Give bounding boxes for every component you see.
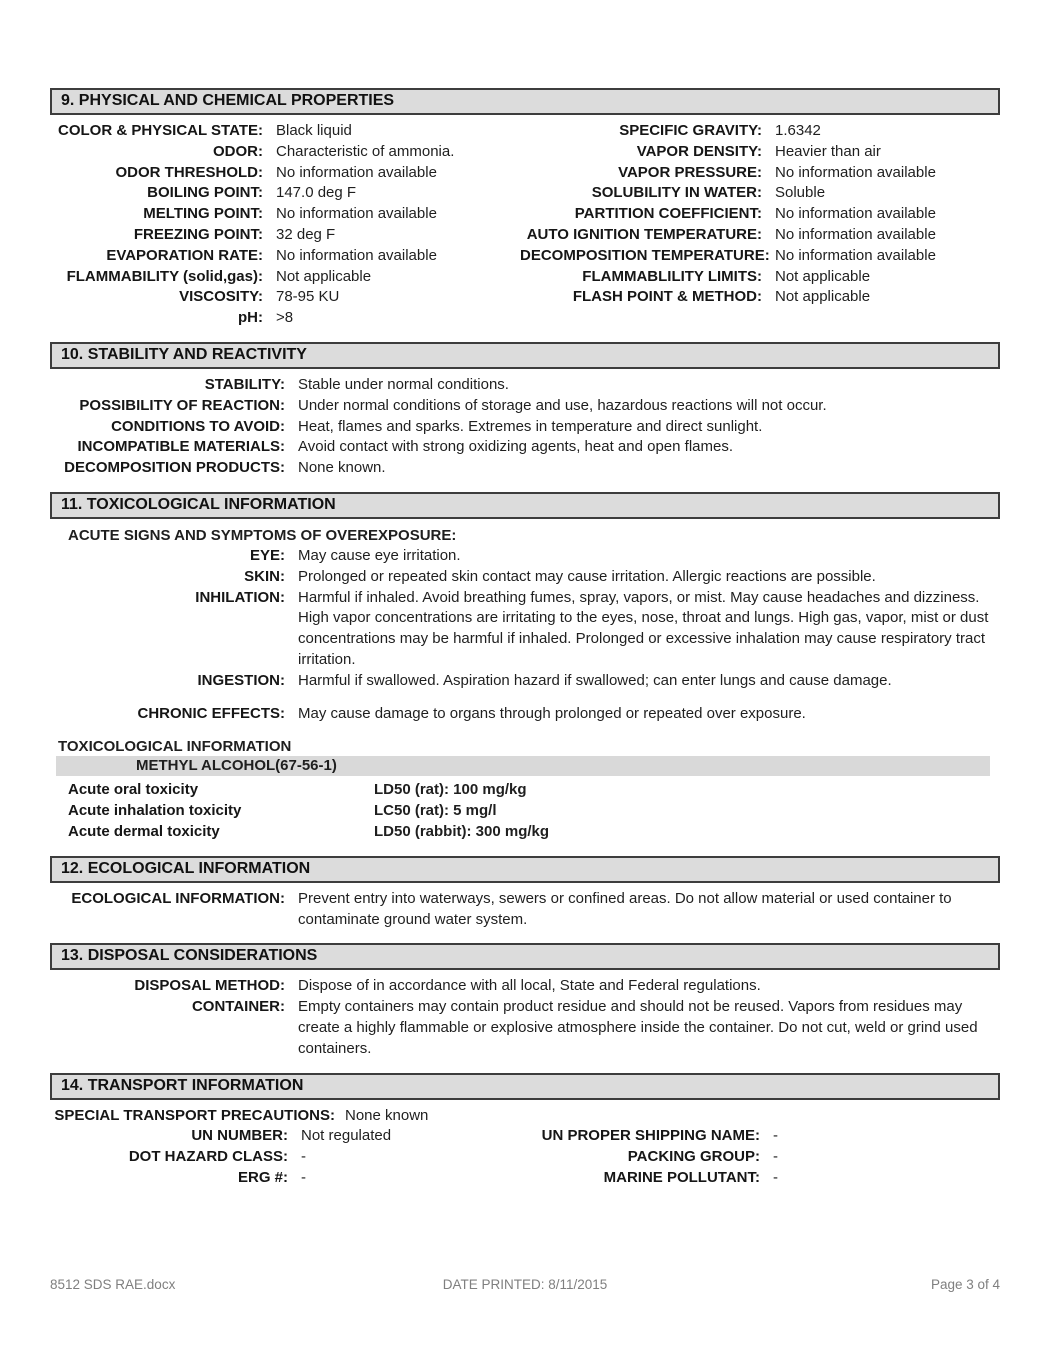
property-label: INCOMPATIBLE MATERIALS:	[77, 438, 285, 456]
property-value: Heavier than air	[775, 142, 881, 160]
property-row	[50, 997, 1000, 1059]
section-physical-chemical-properties	[50, 88, 1000, 329]
section-10-header: 10. STABILITY AND REACTIVITY	[50, 342, 1000, 369]
section-stability-reactivity	[50, 342, 1000, 479]
property-value: -	[301, 1168, 306, 1186]
property-row	[520, 204, 1000, 225]
section-9-right-column	[520, 121, 1000, 329]
property-label: SPECIAL TRANSPORT PRECAUTIONS:	[54, 1106, 335, 1124]
property-label: SPECIFIC GRAVITY:	[619, 122, 762, 139]
property-label: DISPOSAL METHOD:	[134, 977, 285, 995]
toxicity-test-label: Acute inhalation toxicity	[68, 802, 242, 820]
property-value: No information available	[775, 246, 936, 264]
property-label: MELTING POINT:	[143, 205, 263, 223]
property-row	[50, 1126, 520, 1147]
property-row	[50, 588, 1000, 671]
property-label: VISCOSITY:	[179, 288, 263, 306]
property-label: DECOMPOSITION PRODUCTS:	[64, 459, 285, 477]
property-value: Characteristic of ammonia.	[276, 142, 455, 160]
property-label: INHILATION:	[195, 588, 285, 606]
property-value: No information available	[276, 205, 437, 223]
property-row	[50, 567, 1000, 588]
page-footer	[50, 1277, 1000, 1292]
property-row	[50, 1106, 1000, 1127]
section-13-header: 13. DISPOSAL CONSIDERATIONS	[50, 943, 1000, 970]
property-label: COLOR & PHYSICAL STATE:	[57, 122, 263, 139]
property-value: 78-95 KU	[276, 288, 340, 306]
property-value: 1.6342	[775, 122, 821, 139]
section-10-body	[50, 375, 1000, 479]
property-value: Under normal conditions of storage and use, hazardous reactions will not occur.	[298, 396, 827, 414]
section-transport-information	[50, 1073, 1000, 1189]
property-value: May cause eye irritation.	[298, 546, 461, 564]
property-row	[50, 225, 520, 246]
toxicity-test-value: LC50 (rat): 5 mg/l	[374, 802, 497, 820]
property-row	[50, 287, 520, 308]
property-row	[50, 671, 1000, 692]
property-row	[520, 183, 1000, 204]
property-value: Empty containers may contain product residue and should not be reused. Vapors from residues may create a highly flammable or explosive atmosphere inside the container. Do not cut, weld or grind used containers.	[298, 998, 978, 1057]
property-value: May cause damage to organs through prolonged or repeated over exposure.	[298, 704, 806, 722]
property-row	[50, 246, 520, 267]
property-label: pH:	[238, 309, 263, 327]
property-label: BOILING POINT:	[147, 184, 263, 202]
property-row	[50, 183, 520, 204]
property-value: Not applicable	[775, 288, 871, 306]
section-9-header: 9. PHYSICAL AND CHEMICAL PROPERTIES	[50, 88, 1000, 115]
property-value: None known	[345, 1106, 429, 1124]
table-row	[68, 801, 1000, 822]
property-value: Soluble	[775, 184, 826, 202]
property-row	[50, 704, 1000, 725]
property-label: FLAMMABLILITY LIMITS:	[582, 267, 762, 285]
toxicity-test-label: Acute dermal toxicity	[68, 822, 220, 840]
property-row	[50, 1168, 520, 1189]
property-row	[50, 142, 520, 163]
section-disposal-considerations	[50, 943, 1000, 1059]
property-label: CONTAINER:	[191, 998, 285, 1016]
property-label: EVAPORATION RATE:	[106, 246, 263, 264]
section-9-body	[50, 121, 1000, 329]
property-value: No information available	[276, 246, 437, 264]
property-row	[50, 204, 520, 225]
property-value: No information available	[276, 163, 437, 181]
footer-filename: 8512 SDS RAE.docx	[50, 1277, 176, 1292]
property-row	[50, 163, 520, 184]
property-label: EYE:	[249, 546, 285, 564]
property-label: UN PROPER SHIPPING NAME:	[541, 1127, 760, 1145]
property-value: >8	[276, 309, 294, 327]
property-label: CHRONIC EFFECTS:	[137, 704, 285, 722]
toxicological-information-subheading: TOXICOLOGICAL INFORMATION	[58, 738, 292, 756]
section-14-columns	[50, 1126, 1000, 1188]
section-11-header: 11. TOXICOLOGICAL INFORMATION	[50, 492, 1000, 519]
property-row	[50, 375, 1000, 396]
property-value: No information available	[775, 225, 936, 243]
property-value: Avoid contact with strong oxidizing agents, heat and open flames.	[298, 438, 733, 456]
property-value: -	[773, 1148, 778, 1166]
property-row	[50, 396, 1000, 417]
section-toxicological-information	[50, 492, 1000, 843]
property-row	[520, 163, 1000, 184]
property-row	[50, 121, 520, 142]
property-label: MARINE POLLUTANT:	[603, 1168, 760, 1186]
property-row	[50, 417, 1000, 438]
property-label: AUTO IGNITION TEMPERATURE:	[526, 225, 762, 243]
toxicity-test-value: LD50 (rabbit): 300 mg/kg	[374, 822, 550, 840]
section-11-body	[50, 525, 1000, 843]
property-value: Harmful if swallowed. Aspiration hazard if swallowed; can enter lungs and cause damage.	[298, 671, 892, 689]
property-value: Prolonged or repeated skin contact may cause irritation. Allergic reactions are possible.	[298, 567, 876, 585]
toxicity-test-label: Acute oral toxicity	[68, 781, 199, 799]
property-row	[520, 225, 1000, 246]
property-row	[520, 1126, 1000, 1147]
property-row	[50, 976, 1000, 997]
property-label: DOT HAZARD CLASS:	[128, 1148, 288, 1166]
property-label: VAPOR PRESSURE:	[618, 163, 762, 181]
property-label: DECOMPOSITION TEMPERATURE:	[520, 246, 770, 264]
property-row	[50, 546, 1000, 567]
property-value: Harmful if inhaled. Avoid breathing fumes, spray, vapors, or mist. May cause headaches and dizziness. High vapor concentrations are irritating to the eyes, nose, throat and lungs. High gas, vapor, mist or dust concentrations may be harmful if inhaled. Prolonged or excessive inhalation may cause respiratory tract irritation.	[298, 588, 989, 668]
property-row	[50, 308, 520, 329]
section-14-left-column	[50, 1126, 520, 1188]
property-value: 32 deg F	[276, 225, 336, 243]
property-label: FREEZING POINT:	[133, 225, 263, 243]
section-ecological-information	[50, 856, 1000, 931]
property-label: PACKING GROUP:	[627, 1148, 760, 1166]
property-value: None known.	[298, 459, 386, 477]
property-label: SKIN:	[244, 567, 285, 585]
section-13-body	[50, 976, 1000, 1059]
property-row	[520, 267, 1000, 288]
section-14-header: 14. TRANSPORT INFORMATION	[50, 1073, 1000, 1100]
property-value: Black liquid	[276, 122, 352, 139]
property-row	[520, 142, 1000, 163]
section-14-body	[50, 1106, 1000, 1189]
property-row	[520, 1147, 1000, 1168]
property-label: ERG #:	[237, 1168, 288, 1186]
property-row	[520, 1168, 1000, 1189]
property-label: ECOLOGICAL INFORMATION:	[71, 889, 285, 907]
property-value: -	[301, 1148, 306, 1166]
property-row	[50, 267, 520, 288]
property-label: VAPOR DENSITY:	[636, 142, 762, 160]
property-label: ODOR:	[213, 142, 263, 160]
property-value: 147.0 deg F	[276, 184, 357, 202]
property-value: No information available	[775, 205, 936, 223]
property-row	[50, 458, 1000, 479]
property-label: POSSIBILITY OF REACTION:	[79, 396, 285, 414]
property-label: CONDITIONS TO AVOID:	[111, 417, 285, 435]
footer-date-printed: DATE PRINTED: 8/11/2015	[442, 1277, 608, 1292]
property-value: Not applicable	[276, 267, 372, 285]
property-value: Not applicable	[775, 267, 871, 285]
section-12-body	[50, 889, 1000, 931]
property-value: Dispose of in accordance with all local, State and Federal regulations.	[298, 977, 761, 995]
property-row	[50, 437, 1000, 458]
property-value: Prevent entry into waterways, sewers or confined areas. Do not allow material or used container to contaminate ground water system.	[298, 889, 952, 928]
blank-line	[50, 692, 1000, 704]
property-row	[50, 1147, 520, 1168]
property-label: ODOR THRESHOLD:	[115, 163, 263, 181]
toxicity-test-value: LD50 (rat): 100 mg/kg	[374, 781, 527, 799]
property-value: Heat, flames and sparks. Extremes in temperature and direct sunlight.	[298, 417, 763, 435]
property-row	[520, 246, 1000, 267]
toxicity-table	[68, 780, 1000, 842]
property-label: UN NUMBER:	[191, 1127, 288, 1145]
property-label: FLASH POINT & METHOD:	[572, 288, 762, 306]
property-value: Not regulated	[301, 1127, 392, 1145]
property-row	[50, 889, 1000, 931]
acute-signs-heading: ACUTE SIGNS AND SYMPTOMS OF OVEREXPOSURE:	[68, 526, 457, 544]
section-14-right-column	[520, 1126, 1000, 1188]
property-label: FLAMMABILITY (solid,gas):	[66, 267, 263, 285]
property-label: PARTITION COEFFICIENT:	[574, 205, 762, 223]
property-label: SOLUBILITY IN WATER:	[591, 184, 762, 202]
property-value: No information available	[775, 163, 936, 181]
property-label: STABILITY:	[204, 375, 285, 393]
table-row	[68, 822, 1000, 843]
section-9-left-column	[50, 121, 520, 329]
property-value: -	[773, 1168, 778, 1186]
table-row	[68, 780, 1000, 801]
property-value: Stable under normal conditions.	[298, 375, 509, 393]
property-label: INGESTION:	[197, 671, 285, 689]
footer-page-number: Page 3 of 4	[930, 1277, 1001, 1292]
section-12-header: 12. ECOLOGICAL INFORMATION	[50, 856, 1000, 883]
property-row	[520, 121, 1000, 142]
property-row	[520, 287, 1000, 308]
substance-name-bar: METHYL ALCOHOL(67-56-1)	[56, 756, 990, 776]
property-value: -	[773, 1127, 778, 1145]
